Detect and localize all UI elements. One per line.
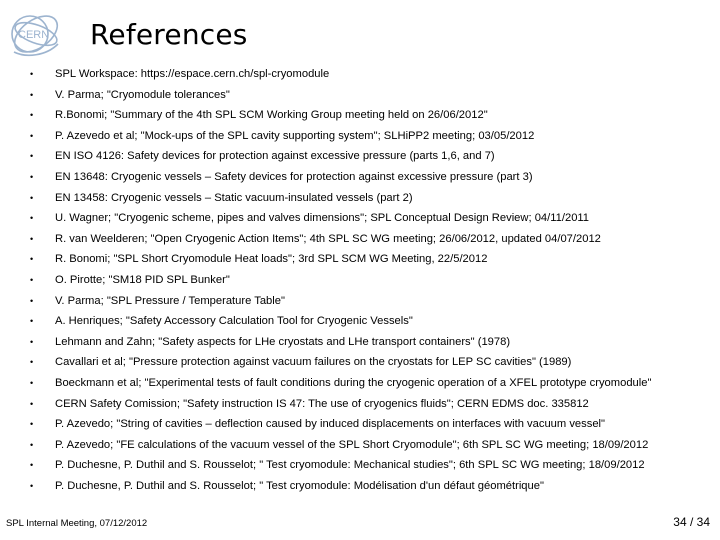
bullet-icon: • (30, 171, 34, 182)
footer-meeting: SPL Internal Meeting, 07/12/2012 (6, 518, 148, 529)
bullet-icon: • (30, 377, 34, 388)
bullet-icon: • (30, 480, 34, 491)
reference-item (30, 414, 710, 435)
reference-item (30, 332, 710, 353)
reference-item (30, 311, 710, 332)
reference-item (30, 229, 710, 250)
reference-text: V. Parma; "Cryomodule tolerances" (55, 88, 230, 101)
reference-item (30, 105, 710, 126)
reference-text: CERN Safety Comission; "Safety instruction IS 47: The use of cryogenics fluids"; CERN EDMS doc. 335812 (55, 397, 589, 410)
reference-item (30, 435, 710, 456)
reference-text: R. Bonomi; "SPL Short Cryomodule Heat loads"; 3rd SPL SCM WG Meeting, 22/5/2012 (55, 253, 488, 266)
reference-item (30, 146, 710, 167)
reference-text: P. Azevedo; "FE calculations of the vacuum vessel of the SPL Short Cryomodule"; 6th SPL SC WG meeting; 18/09/2012 (55, 438, 649, 451)
reference-text: P. Azevedo; "String of cavities – deflection caused by induced displacements on interfaces with vacuum vessel" (55, 418, 606, 431)
reference-text: R.Bonomi; "Summary of the 4th SPL SCM Working Group meeting held on 26/06/2012" (55, 109, 488, 122)
reference-item (30, 476, 710, 497)
svg-text:CERN: CERN (18, 29, 50, 41)
bullet-icon: • (30, 357, 34, 368)
bullet-icon: • (30, 316, 34, 327)
reference-text: Lehmann and Zahn; "Safety aspects for LHe cryostats and LHe transport containers" (1978) (55, 335, 511, 348)
bullet-icon: • (30, 151, 34, 162)
reference-item (30, 64, 710, 85)
reference-item (30, 85, 710, 106)
reference-text: P. Duchesne, P. Duthil and S. Rousselot; " Test cryomodule: Mechanical studies"; 6th SPL SC WG meeting; 18/09/2012 (55, 459, 645, 472)
reference-text: EN 13648: Cryogenic vessels – Safety devices for protection against excessive pressure (part 3) (55, 170, 533, 183)
reference-text: SPL Workspace: https://espace.cern.ch/spl-cryomodule (55, 68, 330, 80)
reference-item (30, 126, 710, 147)
reference-item (30, 208, 710, 229)
cern-logo (6, 6, 64, 64)
reference-item (30, 188, 710, 209)
reference-item (30, 373, 710, 394)
page-number: 34 / 34 (673, 515, 710, 529)
reference-item (30, 249, 710, 270)
bullet-icon: • (30, 398, 34, 409)
reference-text: V. Parma; "SPL Pressure / Temperature Table" (55, 294, 285, 307)
reference-item (30, 167, 710, 188)
reference-text: EN ISO 4126: Safety devices for protection against excessive pressure (parts 1,6, and 7) (55, 150, 495, 163)
reference-item (30, 270, 710, 291)
reference-text: O. Pirotte; "SM18 PID SPL Bunker" (55, 273, 230, 286)
bullet-icon: • (30, 130, 34, 141)
references-list (30, 64, 710, 496)
bullet-icon: • (30, 336, 34, 347)
reference-text: EN 13458: Cryogenic vessels – Static vacuum-insulated vessels (part 2) (55, 191, 413, 204)
reference-item (30, 455, 710, 476)
bullet-icon: • (30, 439, 34, 450)
reference-text: P. Duchesne, P. Duthil and S. Rousselot; " Test cryomodule: Modélisation d'un défaut géométrique" (55, 479, 544, 492)
reference-item (30, 394, 710, 415)
bullet-icon: • (30, 69, 34, 79)
reference-item (30, 352, 710, 373)
reference-text: A. Henriques; "Safety Accessory Calculation Tool for Cryogenic Vessels" (55, 315, 413, 328)
bullet-icon: • (30, 274, 34, 285)
reference-text: Cavallari et al; "Pressure protection against vacuum failures on the cryostats for LEP SC cavities" (1989) (55, 356, 572, 369)
bullet-icon: • (30, 295, 34, 306)
slide-title: References (90, 18, 248, 51)
bullet-icon: • (30, 110, 34, 121)
bullet-icon: • (30, 460, 34, 471)
reference-text: U. Wagner; "Cryogenic scheme, pipes and valves dimensions"; SPL Conceptual Design Review; 04/11/2011 (55, 212, 590, 225)
bullet-icon: • (30, 419, 34, 430)
reference-text: R. van Weelderen; "Open Cryogenic Action Items"; 4th SPL SC WG meeting; 26/06/2012, updated 04/07/2012 (55, 232, 601, 245)
reference-text: P. Azevedo et al; "Mock-ups of the SPL cavity supporting system"; SLHiPP2 meeting; 03/05/2012 (55, 129, 535, 142)
bullet-icon: • (30, 213, 34, 224)
bullet-icon: • (30, 192, 34, 203)
bullet-icon: • (30, 89, 34, 100)
reference-item (30, 291, 710, 312)
bullet-icon: • (30, 233, 34, 244)
reference-text: Boeckmann et al; "Experimental tests of fault conditions during the cryogenic operation of a XFEL prototype cryomodule" (55, 376, 652, 389)
bullet-icon: • (30, 254, 34, 265)
